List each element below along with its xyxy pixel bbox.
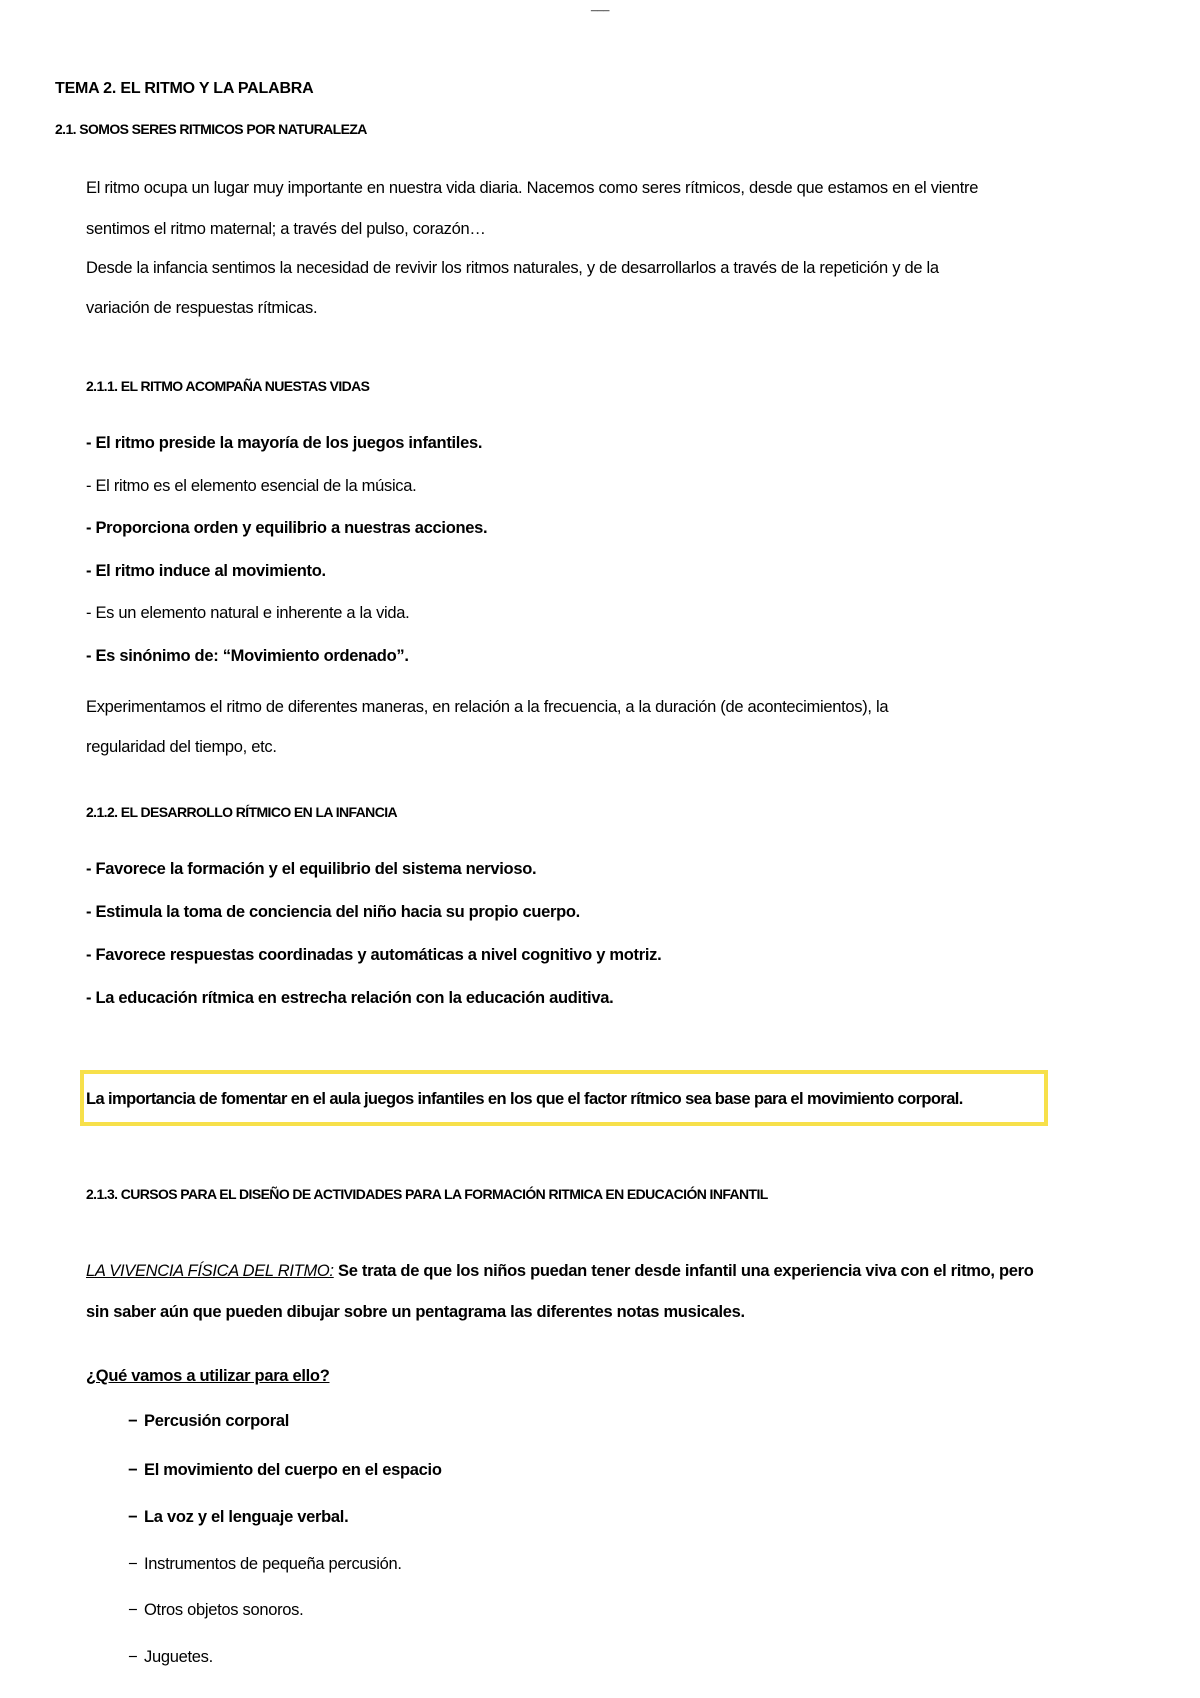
list-item-label: Juguetes. [144,1648,213,1666]
list-item [128,1601,303,1620]
section-2-1-2-heading: 2.1.2. EL DESARROLLO RÍTMICO EN LA INFANCIA [86,804,398,820]
list-item-label: La voz y el lenguaje verbal. [144,1508,349,1526]
list-item: - Favorece la formación y el equilibrio del sistema nervioso. [86,860,537,878]
document-title: TEMA 2. EL RITMO Y LA PALABRA [55,80,314,97]
question-heading: ¿Qué vamos a utilizar para ello? [86,1367,330,1385]
list-item: - Favorece respuestas coordinadas y automáticas a nivel cognitivo y motriz. [86,946,662,964]
list-item: - El ritmo preside la mayoría de los juegos infantiles. [86,434,483,452]
list-item [128,1412,289,1431]
dash-bullet-icon: − [128,1412,138,1430]
list-item-label: Percusión corporal [144,1412,289,1430]
dash-bullet-icon: − [128,1555,138,1573]
list-item: - El ritmo induce al movimiento. [86,562,326,580]
intro-line-3: Desde la infancia sentimos la necesidad de revivir los ritmos naturales, y de desarrollarlos a través de la repetición y de la [86,259,939,277]
closing-line-2: regularidad del tiempo, etc. [86,738,277,756]
list-item: - Es un elemento natural e inherente a la vida. [86,604,410,622]
dash-bullet-icon: − [128,1461,138,1479]
list-item-label: Instrumentos de pequeña percusión. [144,1555,402,1573]
list-item [128,1648,213,1667]
list-item [128,1461,442,1480]
lead-label: LA VIVENCIA FÍSICA DEL RITMO: [86,1262,334,1280]
dash-bullet-icon: − [128,1601,138,1619]
lead-text: Se trata de que los niños puedan tener desde infantil una experiencia viva con el ritmo, pero [333,1262,1034,1280]
highlight-text: La importancia de fomentar en el aula juegos infantiles en los que el factor rítmico sea base para el movimiento corporal. [86,1090,963,1108]
list-item: - El ritmo es el elemento esencial de la música. [86,477,417,495]
lead-paragraph-line-2: sin saber aún que pueden dibujar sobre un pentagrama las diferentes notas musicales. [86,1303,745,1321]
dash-bullet-icon: − [128,1648,138,1666]
lead-paragraph-line-1 [86,1261,1034,1281]
section-2-1-3-heading: 2.1.3. CURSOS PARA EL DISEÑO DE ACTIVIDADES PARA LA FORMACIÓN RITMICA EN EDUCACIÓN INFANTIL [86,1186,768,1202]
list-item-label: Otros objetos sonoros. [144,1601,304,1619]
list-item [128,1508,348,1527]
list-item: - La educación rítmica en estrecha relación con la educación auditiva. [86,989,614,1007]
intro-line-1: El ritmo ocupa un lugar muy importante en nuestra vida diaria. Nacemos como seres rítmicos, desde que estamos en el vientre [86,179,979,197]
dash-bullet-icon: − [128,1508,138,1526]
list-item: - Proporciona orden y equilibrio a nuestras acciones. [86,519,488,537]
page-marker: ___ [591,0,610,12]
section-2-1-heading: 2.1. SOMOS SERES RITMICOS POR NATURALEZA [55,121,367,137]
intro-line-4: variación de respuestas rítmicas. [86,299,318,317]
list-item-label: El movimiento del cuerpo en el espacio [144,1461,442,1479]
intro-line-2: sentimos el ritmo maternal; a través del pulso, corazón… [86,220,486,238]
list-item: - Es sinónimo de: “Movimiento ordenado”. [86,647,409,665]
closing-line-1: Experimentamos el ritmo de diferentes maneras, en relación a la frecuencia, a la duración (de acontecimientos), la [86,698,889,716]
highlight-box [80,1070,1048,1126]
section-2-1-1-heading: 2.1.1. EL RITMO ACOMPAÑA NUESTAS VIDAS [86,378,370,394]
list-item: - Estimula la toma de conciencia del niño hacia su propio cuerpo. [86,903,580,921]
list-item [128,1555,402,1574]
